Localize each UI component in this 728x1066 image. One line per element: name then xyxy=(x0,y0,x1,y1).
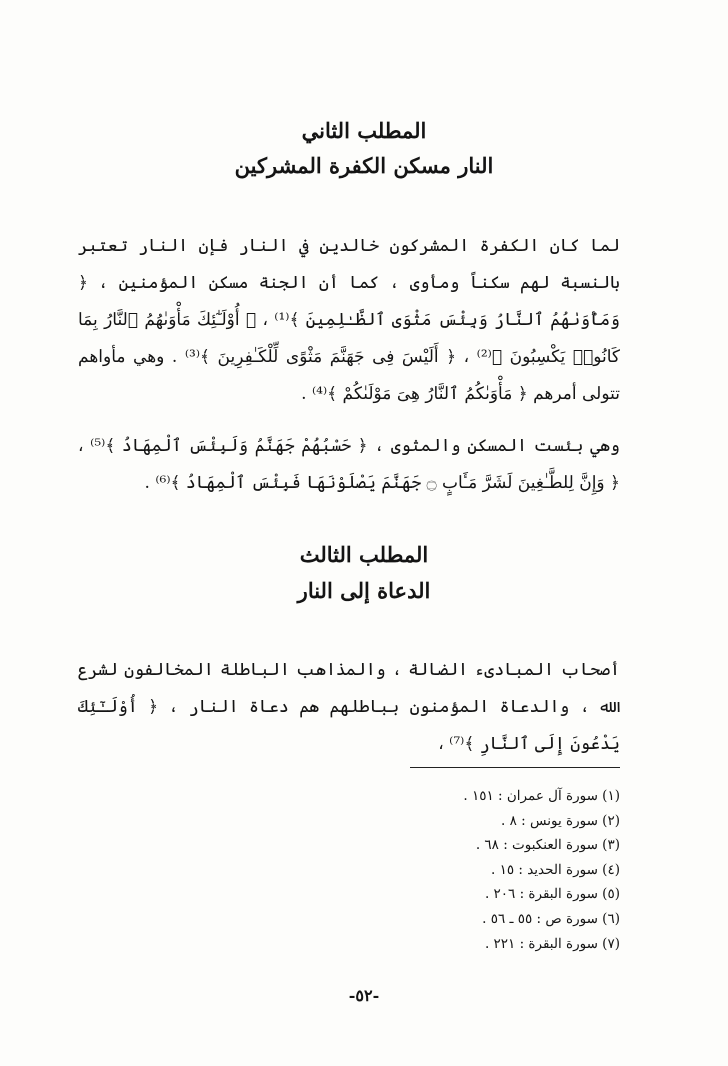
footnote-divider xyxy=(410,767,620,768)
footnotes-list xyxy=(463,784,620,956)
section-2-body-2 xyxy=(78,428,620,502)
section-3-subtitle: الدعاة إلى النار xyxy=(297,578,431,603)
footnote-1: (١) سورة آل عمران : ١٥١ . xyxy=(463,788,620,804)
section-2-body xyxy=(78,228,620,413)
section-2-paragraph-1: لما كان الكفرة المشركون خالدين في النار فإن النار تعتبر بالنسبة لهم سكناً ومأوى ، كما أن الجنة مسكن المؤمنين ، ﴿ وَمَأْوَىٰهُمُ ٱلنَّارُ وَبِئْسَ مَثْوَى ٱلظَّـٰلِمِينَ ﴾⁽¹⁾ ، ﴿ أُوْلَـٰٓئِكَ مَأْوَىٰهُمُ ٱلنَّارُ بِمَا كَانُوا۟ يَكْسِبُونَ ﴾⁽²⁾ ، ﴿ أَلَيْسَ فِى جَهَنَّمَ مَثْوًى لِّلْكَـٰفِرِينَ ﴾⁽³⁾ . وهي مأواهم تتولى أمرهم ﴿ مَأْوَىٰكُمُ ٱلنَّارُ هِىَ مَوْلَىٰكُمْ ﴾⁽⁴⁾ . xyxy=(78,236,620,404)
section-3-paragraph-1: أصحاب المبادىء الضالة ، والمذاهب الباطلة المخالفون لشرع الله ، والدعاة المؤمنون بباطلهم هم دعاة النار ، ﴿ أُوْلَـٰٓئِكَ يَدْعُونَ إِلَى ٱلنَّارِ ﴾⁽⁷⁾ ، xyxy=(78,660,620,754)
footnote-4: (٤) سورة الحديد : ١٥ . xyxy=(490,861,620,878)
footnote-3: (٣) سورة العنكبوت : ٦٨ . xyxy=(475,837,620,854)
page-number: -٥٢- xyxy=(348,986,380,1005)
section-2-subtitle: النار مسكن الكفرة المشركين xyxy=(234,153,494,178)
section-3-body xyxy=(78,652,620,763)
section-2-paragraph-2: وهي بئست المسكن والمثوى ، ﴿ حَسْبُهُمْ جَهَنَّمُ وَلَبِئْسَ ٱلْمِهَادُ ﴾⁽⁵⁾ ، ﴿ وَإِنَّ لِلطَّـٰغِينَ لَشَرَّ مَـَٔابٍ ۝ جَهَنَّمَ يَصْلَوْنَهَا فَبِئْسَ ٱلْمِهَادُ ﴾⁽⁶⁾ . xyxy=(78,436,620,493)
footnote-5: (٥) سورة البقرة : ٢٠٦ . xyxy=(484,886,620,903)
footnote-6: (٦) سورة ص : ٥٥ ـ ٥٦ . xyxy=(482,910,620,927)
footnote-2: (٢) سورة يونس : ٨ . xyxy=(501,812,620,829)
footnote-7: (٧) سورة البقرة : ٢٢١ . xyxy=(484,935,620,952)
section-3-title: المطلب الثالث xyxy=(299,542,429,567)
section-2-title: المطلب الثاني xyxy=(301,118,427,143)
